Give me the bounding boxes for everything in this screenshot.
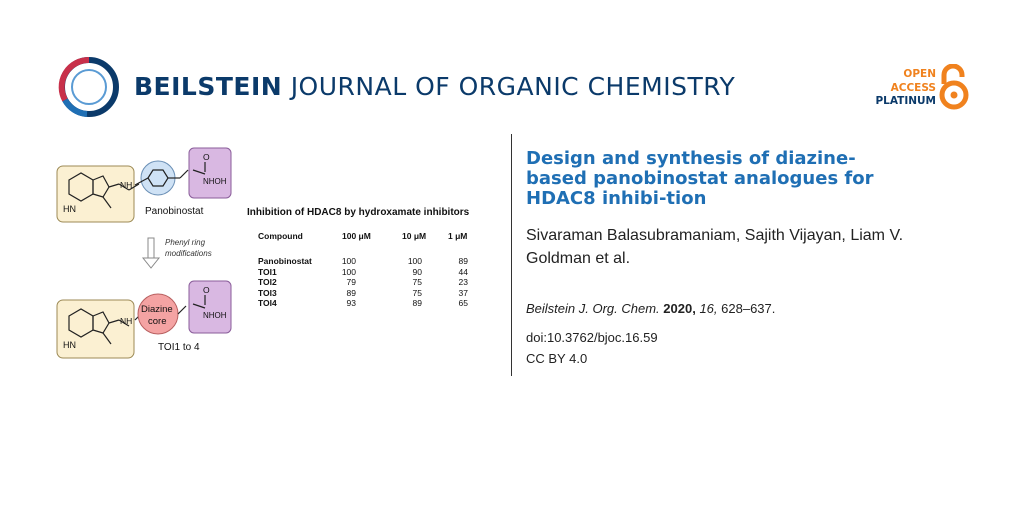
oa-line-open: OPEN: [903, 68, 936, 80]
citation-volume: 16,: [699, 301, 718, 316]
oxygen-label-top: O: [203, 152, 210, 162]
compound-cell: Panobinostat: [258, 256, 312, 266]
value-10-cell: 100: [407, 256, 422, 266]
nh-label-top-2: NH: [120, 180, 133, 190]
col-compound: Compound: [258, 231, 303, 241]
journal-name-rest: JOURNAL OF ORGANIC CHEMISTRY: [290, 72, 736, 101]
article-license[interactable]: CC BY 4.0: [526, 351, 588, 366]
value-100-cell: 100: [341, 266, 356, 277]
core-label-1: Diazine: [141, 304, 173, 315]
table-row: [258, 256, 478, 266]
value-10-cell: 89: [412, 298, 422, 308]
hydroxamate-highlight-bottom: [189, 281, 231, 333]
value-1-cell: 89: [458, 256, 468, 266]
value-10-cell: 75: [412, 287, 422, 298]
hn-label-bottom: HN: [63, 340, 76, 350]
panobinostat-label: Panobinostat: [145, 206, 204, 217]
oa-line-platinum: PLATINUM: [875, 95, 936, 107]
down-arrow-icon: [143, 238, 159, 268]
value-1-cell: 37: [458, 287, 468, 298]
table-row: [258, 277, 478, 287]
col-100: 100 μM: [342, 231, 371, 241]
value-100-cell: 79: [346, 277, 356, 287]
toi-label: TOI1 to 4: [158, 342, 200, 353]
journal-name[interactable]: [134, 72, 735, 101]
col-1: 1 μM: [448, 231, 468, 241]
table-row: [258, 267, 478, 277]
article-authors: Sivaraman Balasubramaniam, Sajith Vijayan, Liam V. Goldman et al.: [526, 227, 904, 267]
compound-cell: TOI3: [258, 287, 277, 298]
open-access-lock-icon: [938, 64, 970, 110]
table-title: Inhibition of HDAC8 by hydroxamate inhibitors: [247, 207, 470, 218]
nhoh-label-top: NHOH: [203, 177, 227, 186]
graphical-abstract: [55, 140, 495, 370]
journal-logo-icon: [57, 55, 121, 119]
article-citation: [526, 301, 775, 316]
open-access-badge: [866, 68, 936, 109]
oxygen-label-bottom: O: [203, 285, 210, 295]
value-1-cell: 65: [458, 298, 468, 308]
value-100-cell: 100: [341, 256, 356, 266]
compound-cell: TOI1: [258, 266, 277, 277]
table-row: [258, 298, 478, 308]
nh-label-bottom: NH: [120, 316, 133, 326]
value-1-cell: 23: [458, 277, 468, 287]
citation-journal: Beilstein J. Org. Chem.: [526, 301, 660, 316]
compound-cell: TOI4: [258, 298, 277, 308]
core-label-2: core: [148, 316, 167, 327]
hn-label-top: HN: [63, 204, 76, 214]
citation-pages: 628–637.: [721, 301, 776, 316]
table-header-row: [258, 231, 478, 243]
arrow-label-2: modifications: [165, 249, 212, 258]
col-10: 10 μM: [402, 231, 427, 241]
citation-year: 2020,: [663, 301, 696, 316]
article-title[interactable]: Design and synthesis of diazine-based panobinostat analogues for HDAC8 inhibi-tion: [526, 148, 874, 209]
value-10-cell: 75: [412, 277, 422, 287]
value-10-cell: 90: [412, 266, 422, 277]
journal-name-bold: BEILSTEIN: [134, 72, 283, 101]
hydroxamate-highlight-top: [189, 148, 231, 198]
article-doi[interactable]: doi:10.3762/bjoc.16.59: [526, 330, 658, 345]
oa-line-access: ACCESS: [890, 81, 936, 94]
compound-cell: TOI2: [258, 277, 277, 287]
arrow-label-1: Phenyl ring: [165, 238, 206, 247]
nhoh-label-bottom: NHOH: [203, 311, 227, 320]
table-row: [258, 288, 478, 298]
value-1-cell: 44: [458, 266, 468, 277]
value-100-cell: 89: [346, 287, 356, 298]
value-100-cell: 93: [346, 298, 356, 308]
column-divider: [511, 134, 512, 376]
